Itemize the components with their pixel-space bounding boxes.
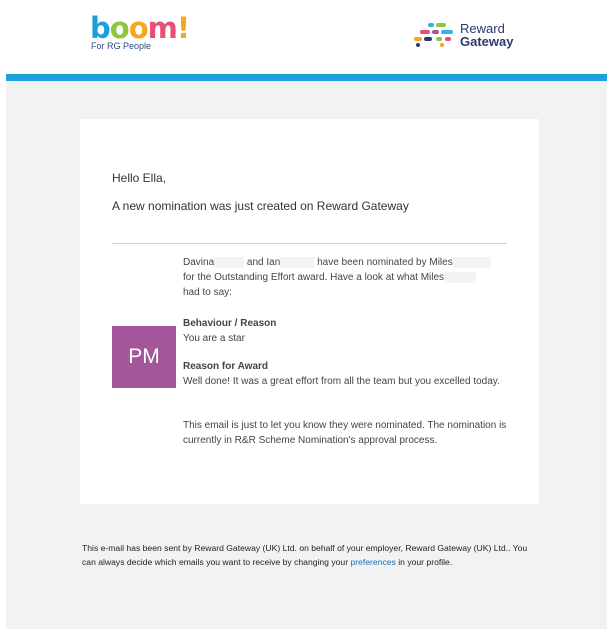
boom-wordmark: boom! [90, 11, 190, 45]
preferences-link[interactable]: preferences [350, 557, 396, 567]
accent-bar [6, 74, 607, 81]
redacted-name [453, 257, 491, 268]
greeting: Hello Ella, [112, 171, 167, 185]
redacted-name [280, 257, 314, 268]
redacted-name [444, 272, 476, 283]
email-header [0, 0, 613, 74]
intro-text: A new nomination was just created on Reward Gateway [112, 199, 409, 213]
reward-gateway-logo [414, 22, 513, 48]
divider [112, 243, 507, 244]
behaviour-heading: Behaviour / Reason [183, 318, 277, 329]
avatar: PM [112, 326, 176, 388]
redacted-name [214, 257, 244, 268]
footer-text: This e-mail has been sent by Reward Gateway (UK) Ltd. on behalf of your employer, Reward Gateway (UK) Ltd.. You can always decide which emails you want to receive by changing your preferences in your profile. [82, 543, 528, 567]
reason-text: Well done! It was a great effort from all the team but you excelled today. [183, 376, 500, 387]
reason-heading: Reason for Award [183, 361, 269, 372]
reward-gateway-mark-icon [414, 22, 454, 48]
behaviour-text: You are a star [183, 333, 245, 344]
boom-logo [90, 12, 189, 51]
reward-gateway-wordmark: Reward Gateway [460, 21, 514, 49]
notice-text: This email is just to let you know they were nominated. The nomination is currently in R&R Scheme Nomination's approval process. [183, 420, 507, 446]
boom-subtitle: For RG People [91, 41, 152, 51]
nomination-summary: Davina and Ian have been nominated by Miles for the Outstanding Effort award. Have a look at what Miles had to say: [183, 255, 508, 300]
